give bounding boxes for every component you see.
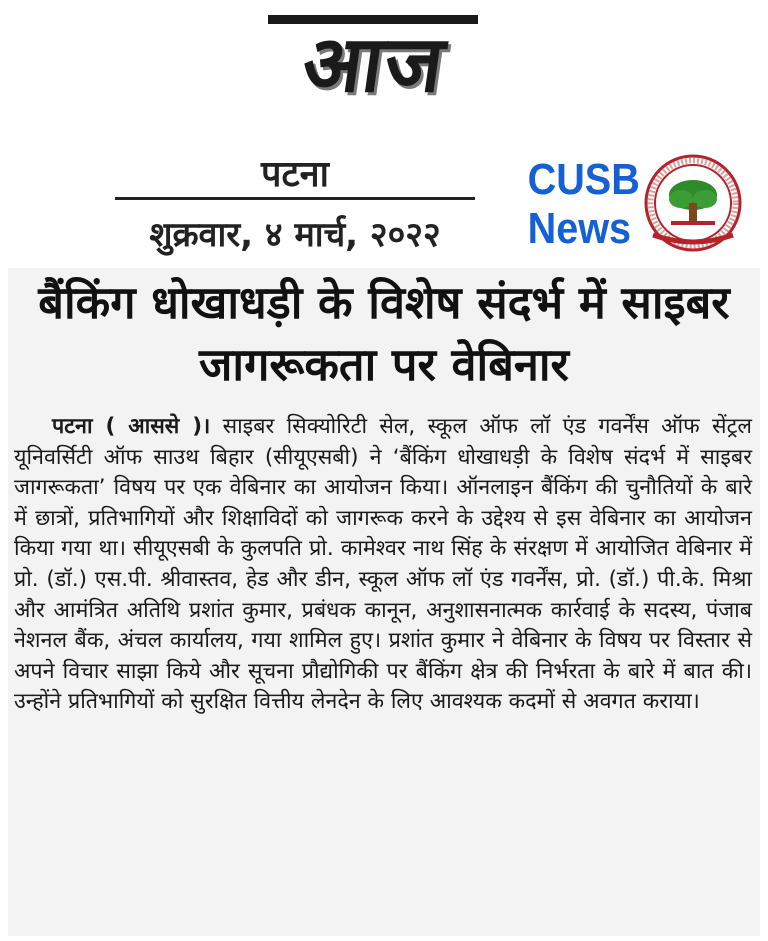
tree-trunk (689, 203, 697, 221)
cusb-news-badge (527, 155, 640, 253)
badge-line-1: CUSB (527, 155, 640, 204)
article-dateline: पटना ( आससे )। (52, 414, 211, 439)
edition-divider (115, 197, 475, 200)
newspaper-masthead (260, 8, 490, 113)
edition-city: पटना (261, 154, 329, 195)
seal-ground (671, 221, 715, 225)
article-headline: बैंकिंग धोखाधड़ी के विशेष संदर्भ में साइबर जागरूकता पर वेबिनार (38, 276, 730, 391)
university-seal-logo (643, 153, 743, 253)
badge-line-2: News (527, 204, 632, 253)
edition-date: शुक्रवार, ४ मार्च, २०२२ (149, 215, 441, 255)
masthead-title: आज (297, 19, 452, 110)
article-body (14, 412, 752, 718)
article-body-text: साइबर सिक्योरिटी सेल, स्कूल ऑफ लॉ एंड गवर्नेंस ऑफ सेंट्रल यूनिवर्सिटी ऑफ साउथ बिहार (सीयूएसबी) ने ‘बैंकिंग धोखाधड़ी के विशेष संदर्भ में साइबर जागरूकता’ विषय पर एक वेबिनार का आयोजन किया। ऑनलाइन बैंकिंग की चुनौतियों के बारे में छात्रों, प्रतिभागियों और शिक्षाविदों को जागरूक करने के उद्देश्य से इस वेबिनार का आयोजन किया गया था। सीयूएसबी के कुलपति प्रो. कामेश्वर नाथ सिंह के संरक्षण में आयोजित वेबिनार में प्रो. (डॉ.) एस.पी. श्रीवास्तव, हेड और डीन, स्कूल ऑफ लॉ एंड गवर्नेंस, प्रो. (डॉ.) पी.के. मिश्रा और आमंत्रित अतिथि प्रशांत कुमार, प्रबंधक कानून, अनुशासनात्मक कार्रवाई के सदस्य, पंजाब नेशनल बैंक, अंचल कार्यालय, गया शामिल हुए। प्रशांत कुमार ने वेबिनार के विषय पर विस्तार से अपने विचार साझा किये और सूचना प्रौद्योगिकी पर बैंकिंग क्षेत्र की निर्भरता के बारे में बात की। उन्होंने प्रतिभागियों को सुरक्षित वित्तीय लेनदेन के लिए आवश्यक कदमों से अवगत कराया। (14, 414, 752, 715)
